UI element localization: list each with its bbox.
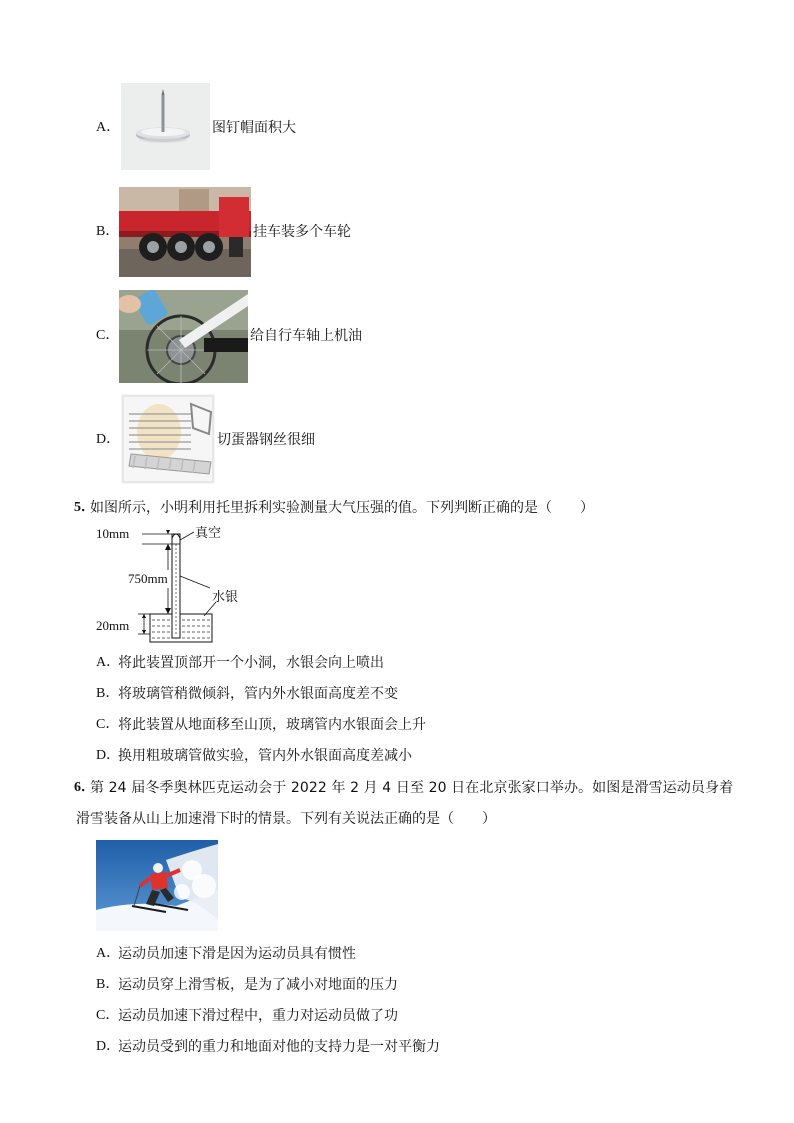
option-text: 将玻璃管稍微倾斜，管内外水银面高度差不变 [118, 686, 398, 702]
bicycle-oiling-photo [119, 290, 248, 383]
label-10mm: 10mm [96, 526, 130, 541]
label-20mm: 20mm [96, 618, 130, 633]
egg-slicer-photo [121, 394, 215, 484]
option-letter: D． [96, 1039, 121, 1054]
option-letter: A． [96, 946, 121, 961]
label-mercury: 水银 [212, 590, 239, 605]
option-letter: A． [96, 120, 121, 135]
option-text: 运动员穿上滑雪板，是为了减小对地面的压力 [118, 977, 398, 993]
option-text: 挂车装多个车轮 [253, 224, 351, 240]
option-letter: B． [96, 977, 120, 992]
option-letter: D． [96, 748, 121, 763]
question-number: 5． [74, 500, 95, 515]
option-letter: C． [96, 1008, 120, 1023]
option-text: 图钉帽面积大 [212, 120, 296, 136]
option-text: 运动员加速下滑过程中，重力对运动员做了功 [118, 1008, 398, 1024]
skier-photo [96, 840, 218, 931]
option-text: 换用粗玻璃管做实验，管内外水银面高度差减小 [118, 748, 412, 764]
option-letter: C． [96, 328, 120, 343]
option-letter: B． [96, 686, 120, 701]
thumbtack-photo [121, 83, 210, 170]
question-stem: 如图所示，小明利用托里拆利实验测量大气压强的值。下列判断正确的是（ ） [90, 500, 594, 516]
question-stem-line-1: 第 24 届冬季奥林匹克运动会于 2022 年 2 月 4 日至 20 日在北京张家口举办。如图是滑雪运动员身着 [90, 780, 734, 796]
label-vacuum: 真空 [195, 526, 222, 541]
option-text: 将此装置从地面移至山顶，玻璃管内水银面会上升 [118, 717, 426, 733]
label-750mm: 750mm [128, 571, 168, 586]
option-text: 将此装置顶部开一个小洞，水银会向上喷出 [118, 655, 384, 671]
option-letter: B． [96, 224, 120, 239]
option-letter: A． [96, 655, 121, 670]
option-letter: C． [96, 717, 120, 732]
option-text: 切蛋器钢丝很细 [217, 432, 315, 448]
torricelli-figure [92, 520, 252, 648]
option-text: 给自行车轴上机油 [250, 328, 362, 344]
option-letter: D． [96, 432, 121, 447]
question-stem-line-2: 滑雪装备从山上加速滑下时的情景。下列有关说法正确的是（ ） [76, 811, 496, 827]
question-number: 6． [74, 780, 95, 795]
trailer-wheels-photo [119, 187, 251, 277]
option-text: 运动员加速下滑是因为运动员具有惯性 [118, 946, 356, 962]
option-text: 运动员受到的重力和地面对他的支持力是一对平衡力 [118, 1039, 440, 1055]
